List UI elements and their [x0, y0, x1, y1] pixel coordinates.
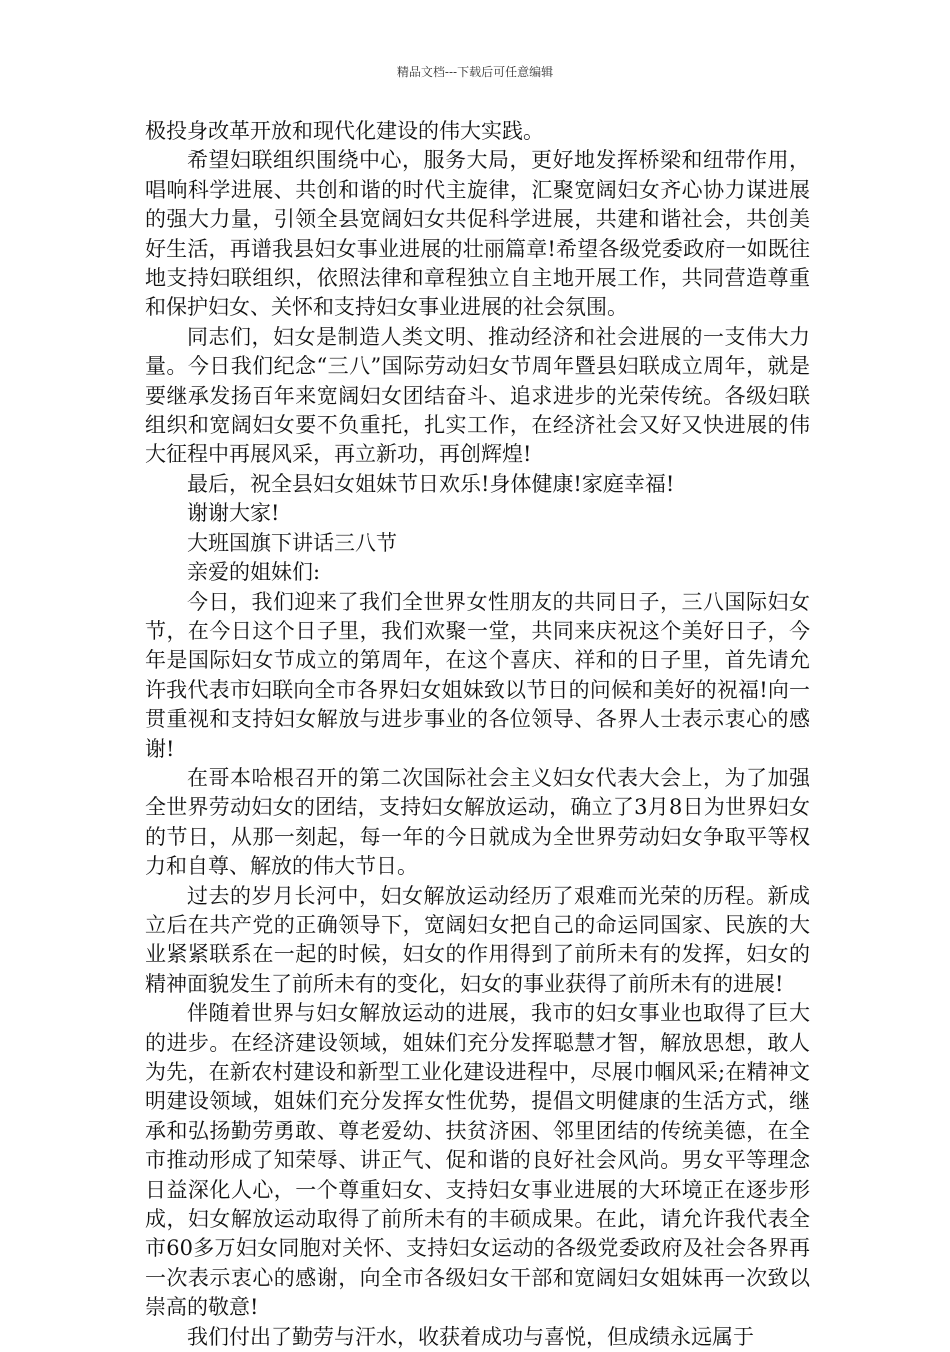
page-header: 精品文档---下载后可任意编辑	[396, 65, 554, 79]
paragraph: 我们付出了勤劳与汗水，收获着成功与喜悦，但成绩永远属于	[187, 1324, 754, 1349]
document-body	[145, 117, 810, 1352]
paragraph: 同志们，妇女是制造人类文明、推动经济和社会进展的一支伟大力量。今日我们纪念“三八”国际劳动妇女节周年暨县妇联成立周年，就是要继承发扬百年来宽阔妇女团结奋斗、追求进步的光荣传统。各级妇联组织和宽阔妇女要不负重托，扎实工作，在经济社会又好又快进展的伟大征程中再展风采，再立新功，再创辉煌!	[145, 324, 810, 467]
paragraph: 伴随着世界与妇女解放运动的进展，我市的妇女事业也取得了巨大的进步。在经济建设领域，姐妹们充分发挥聪慧才智，解放思想，敢人为先，在新农村建设和新型工业化建设进程中，尽展巾帼风采;在精神文明建设领域，姐妹们充分发挥女性优势，提倡文明健康的生活方式，继承和弘扬勤劳勇敢、尊老爱幼、扶贫济困、邻里团结的传统美德，在全市推动形成了知荣辱、讲正气、促和谐的良好社会风尚。男女平等理念日益深化人心，一个尊重妇女、支持妇女事业进展的大环境正在逐步形成，妇女解放运动取得了前所未有的丰硕成果。在此，请允许我代表全市60多万妇女同胞对关怀、支持妇女运动的各级党委政府及社会各界再一次表示衷心的感谢，向全市各级妇女干部和宽阔妇女姐妹再一次致以崇高的敬意!	[145, 1001, 810, 1320]
paragraph: 希望妇联组织围绕中心，服务大局，更好地发挥桥梁和纽带作用，唱响科学进展、共创和谐的时代主旋律，汇聚宽阔妇女齐心协力谋进展的强大力量，引领全县宽阔妇女共促科学进展，共建和谐社会，共创美好生活，再谱我县妇女事业进展的壮丽篇章!希望各级党委政府一如既往地支持妇联组织，依照法律和章程独立自主地开展工作，共同营造尊重和保护妇女、关怀和支持妇女事业进展的社会氛围。	[145, 148, 810, 320]
salutation: 亲爱的姐妹们:	[187, 560, 321, 585]
paragraph: 谢谢大家!	[187, 501, 280, 526]
paragraph: 在哥本哈根召开的第二次国际社会主义妇女代表大会上，为了加强全世界劳动妇女的团结，支持妇女解放运动，确立了3月8日为世界妇女的节日，从那一刻起，每一年的今日就成为全世界劳动妇女争取平等权力和自尊、解放的伟大节日。	[145, 765, 810, 879]
paragraph: 过去的岁月长河中，妇女解放运动经历了艰难而光荣的历程。新成立后在共产党的正确领导下，宽阔妇女把自己的命运同国家、民族的大业紧紧联系在一起的时候，妇女的作用得到了前所未有的发挥，妇女的精神面貌发生了前所未有的变化，妇女的事业获得了前所未有的进展!	[145, 883, 810, 996]
paragraph-continuation: 极投身改革开放和现代化建设的伟大实践。	[145, 119, 544, 143]
section-title: 大班国旗下讲话三八节	[187, 530, 397, 555]
paragraph: 最后，祝全县妇女姐妹节日欢乐!身体健康!家庭幸福!	[187, 471, 675, 496]
paragraph: 今日，我们迎来了我们全世界女性朋友的共同日子，三八国际妇女节，在今日这个日子里，我们欢聚一堂，共同来庆祝这个美好日子，今年是国际妇女节成立的第周年，在这个喜庆、祥和的日子里，首先请允许我代表市妇联向全市各界妇女姐妹致以节日的问候和美好的祝福!向一贯重视和支持妇女解放与进步事业的各位领导、各界人士表示衷心的感谢!	[145, 589, 810, 761]
